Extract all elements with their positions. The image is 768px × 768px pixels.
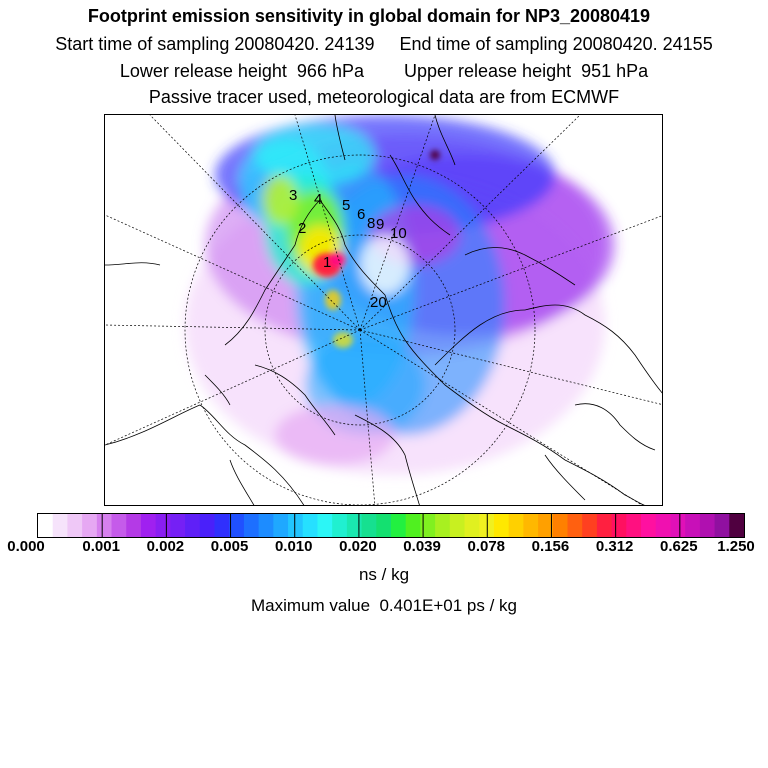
max-value-label: Maximum value 0.401E+01 ps / kg — [251, 596, 517, 615]
colorbar-swatch — [332, 514, 347, 537]
colorbar-swatch — [435, 514, 450, 537]
colorbar-swatch — [347, 514, 362, 537]
colorbar-swatch — [670, 514, 685, 537]
colorbar-tick-label: 0.312 — [595, 538, 634, 555]
colorbar-swatch — [582, 514, 597, 537]
colorbar-swatch — [229, 514, 244, 537]
colorbar-swatch — [53, 514, 68, 537]
colorbar-swatch — [553, 514, 568, 537]
colorbar-swatch — [288, 514, 303, 537]
colorbar-swatch — [215, 514, 230, 537]
colorbar-tick-label: 0.078 — [467, 538, 506, 555]
sampling-time-line: Start time of sampling 20080420. 24139 End time of sampling 20080420. 24155 — [55, 34, 713, 54]
colorbar-swatch — [494, 514, 509, 537]
colorbar-tick-label: 0.625 — [660, 538, 698, 555]
colorbar-swatch — [656, 514, 671, 537]
tracer-info-line: Passive tracer used, meteorological data are from ECMWF — [148, 87, 620, 107]
colorbar-tick-label: 0.005 — [210, 538, 249, 555]
trajectory-label: 8 — [367, 215, 376, 232]
colorbar-swatch — [170, 514, 185, 537]
colorbar-swatch — [38, 514, 53, 537]
colorbar-swatch — [317, 514, 332, 537]
colorbar-swatch — [376, 514, 391, 537]
colorbar-swatch — [597, 514, 612, 537]
trajectory-label: 6 — [357, 206, 366, 223]
colorbar-swatch — [465, 514, 480, 537]
colorbar-tick-label: 0.002 — [146, 538, 185, 555]
trajectory-label: 1 — [323, 254, 332, 271]
colorbar-unit: ns / kg — [358, 565, 410, 584]
colorbar-swatch — [303, 514, 318, 537]
colorbar-swatch — [626, 514, 641, 537]
colorbar-swatch — [685, 514, 700, 537]
sensitivity-field — [185, 115, 615, 475]
colorbar-tick-label: 0.156 — [531, 538, 570, 555]
colorbar-swatch — [200, 514, 215, 537]
colorbar-swatch — [82, 514, 97, 537]
colorbar-tick-label: 0.001 — [82, 538, 120, 555]
colorbar-swatch — [112, 514, 127, 537]
colorbar — [37, 513, 745, 538]
colorbar-swatch — [185, 514, 200, 537]
colorbar-swatch — [156, 514, 171, 537]
colorbar-tick-label: 0.010 — [274, 538, 313, 555]
colorbar-swatch — [509, 514, 524, 537]
colorbar-swatch — [259, 514, 274, 537]
colorbar-tick-label: 1.250 — [717, 538, 755, 555]
trajectory-label: 2 — [298, 220, 307, 237]
colorbar-swatch — [126, 514, 141, 537]
colorbar-swatch — [273, 514, 288, 537]
trajectory-label: 4 — [314, 191, 323, 208]
trajectory-label: 5 — [342, 197, 351, 214]
colorbar-swatch — [406, 514, 421, 537]
colorbar-swatch — [729, 514, 744, 537]
colorbar-swatch — [700, 514, 715, 537]
release-height-line: Lower release height 966 hPa Upper release height 951 hPa — [119, 61, 649, 81]
colorbar-swatches — [38, 514, 744, 537]
colorbar-tick-label: 0.020 — [339, 538, 377, 555]
colorbar-swatch — [362, 514, 377, 537]
colorbar-swatch — [391, 514, 406, 537]
colorbar-swatch — [641, 514, 656, 537]
footprint-map — [104, 114, 663, 506]
trajectory-label: 10 — [390, 225, 407, 242]
footprint-map-canvas — [105, 115, 663, 506]
trajectory-label: 9 — [376, 216, 385, 233]
colorbar-swatch — [523, 514, 538, 537]
colorbar-tick-label: 0.000 — [7, 538, 45, 555]
colorbar-swatch — [67, 514, 82, 537]
colorbar-swatch — [141, 514, 156, 537]
trajectory-label: 20 — [370, 294, 387, 311]
trajectory-label: 3 — [289, 187, 298, 204]
colorbar-swatch — [715, 514, 730, 537]
colorbar-swatch — [612, 514, 627, 537]
colorbar-swatch — [450, 514, 465, 537]
colorbar-swatch — [97, 514, 112, 537]
colorbar-swatch — [568, 514, 583, 537]
colorbar-swatch — [244, 514, 259, 537]
map-title: Footprint emission sensitivity in global domain for NP3_20080419 — [87, 6, 651, 26]
colorbar-tick-label: 0.039 — [403, 538, 441, 555]
